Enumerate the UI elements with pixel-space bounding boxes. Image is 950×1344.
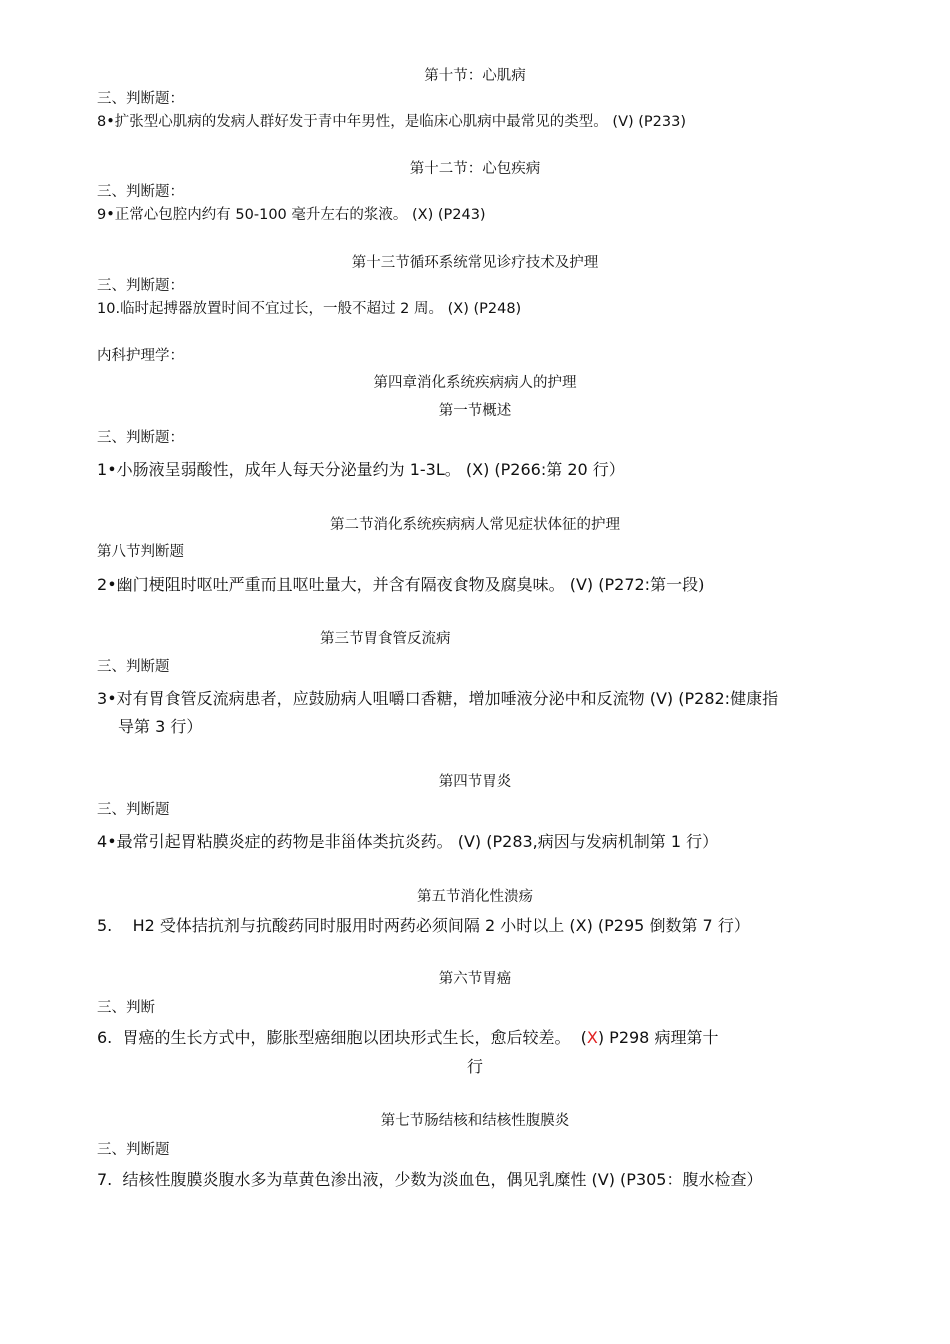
- question-number: 6.: [97, 1028, 123, 1047]
- question-text: •对有胃食管反流病患者，应鼓励病人咀嚼口香糖，增加唾液分泌中和反流物: [107, 689, 645, 708]
- answer-ref-num: 1: [665, 832, 687, 851]
- answer-ref: 第一段): [650, 575, 705, 594]
- question-number: 5. H2: [97, 916, 160, 935]
- question-text: •扩张型心肌病的发病人群好发于青中年男性，是临床心肌病中最常见的类型。: [106, 114, 608, 130]
- answer: (V) (P283,: [452, 832, 538, 851]
- question-3-continued: [118, 719, 202, 735]
- answer-ref: 倒数第: [649, 916, 698, 935]
- answer: (X) (P243): [407, 207, 486, 223]
- question-type-label: 三、判断题: [97, 1142, 170, 1158]
- question-type-label: 三、判断题: [97, 802, 170, 818]
- section-title-2: 第二节消化系统疾病病人常见症状体征的护理: [330, 517, 620, 533]
- section-title-13: 第十三节循环系统常见诊疗技术及护理: [351, 255, 599, 271]
- answer-ref: 健康指: [730, 689, 779, 708]
- question-text: 结核性腹膜炎腹水多为草黄色渗出液，少数为淡血色，偶见乳糜性: [122, 1170, 587, 1189]
- answer-ref-end: 行）: [686, 832, 719, 851]
- answer-ref-cont: 导第: [118, 717, 151, 736]
- question-text: •幽门梗阻时呕吐严重而且呕吐量大，并含有隔夜食物及腐臭味。: [107, 575, 565, 594]
- answer-ref: ：腹水检查）: [666, 1170, 763, 1189]
- answer-mark: X: [586, 1028, 598, 1047]
- answer-ref-end: 行）: [592, 460, 625, 479]
- section-title-10: 第十节：心肌病: [424, 68, 526, 84]
- question-type-label: 三、判断题：: [97, 278, 184, 294]
- section-title-4: 第四节胃炎: [438, 774, 512, 790]
- question-type-label: 三、判断题：: [97, 184, 184, 200]
- answer: (V) (P233): [607, 114, 686, 130]
- section-title-6: 第六节胃癌: [438, 971, 512, 987]
- question-text: 临时起搏器放置时间不宜过长，一般不超过: [120, 301, 396, 317]
- question-text-cont: 毫升左右的浆液。: [291, 207, 408, 223]
- question-number: 7.: [97, 1170, 123, 1189]
- question-number: 10.: [97, 301, 121, 317]
- answer: (X) (P266:: [460, 460, 547, 479]
- question-1: [97, 462, 625, 478]
- answer-ref: 病理第十: [654, 1028, 719, 1047]
- question-6: [97, 1030, 718, 1046]
- answer-ref-end: 行）: [170, 717, 203, 736]
- question-number: 9: [97, 207, 107, 223]
- question-text-cont: 小时以上: [500, 916, 565, 935]
- question-number-inline: 1-3L: [404, 460, 445, 479]
- question-7: [97, 1172, 763, 1188]
- answer: ) P298: [597, 1028, 655, 1047]
- answer-ref-end: 行）: [717, 916, 750, 935]
- question-type-label: 三、判断题：: [97, 430, 184, 446]
- question-text: •最常引起胃粘膜炎症的药物是非甾体类抗炎药。: [107, 832, 453, 851]
- answer-ref-num: 3: [150, 717, 171, 736]
- question-text: •小肠液呈弱酸性，成年人每天分泌量约为: [107, 460, 405, 479]
- question-4: [97, 834, 718, 850]
- question-number: 1: [97, 460, 108, 479]
- section-title-1: 第一节概述: [438, 403, 512, 419]
- answer-ref: 病因与发病机制第: [537, 832, 666, 851]
- question-text: •正常心包腔内约有: [106, 207, 231, 223]
- section-title-3: 第三节胃食管反流病: [320, 631, 451, 647]
- answer-open: (: [570, 1028, 587, 1047]
- section-title-7: 第七节肠结核和结核性腹膜炎: [380, 1113, 570, 1129]
- chapter-title-4: 第四章消化系统疾病病人的护理: [373, 375, 577, 391]
- question-6-continued: 行: [466, 1057, 483, 1076]
- question-9: [97, 208, 486, 223]
- answer: (V) (P305: [586, 1170, 667, 1189]
- question-number-inline: 2: [479, 916, 501, 935]
- answer: (X) (P295: [564, 916, 650, 935]
- subject-heading: 内科护理学：: [97, 348, 184, 364]
- question-type-label: 三、判断题：: [97, 91, 184, 107]
- answer-ref: 第: [546, 460, 563, 479]
- question-text: 胃癌的生长方式中，膨胀型癌细胞以团块形式生长，愈后较差。: [122, 1028, 571, 1047]
- question-number: 2: [97, 575, 108, 594]
- question-5: [97, 918, 750, 934]
- question-number-inline: 50-100: [230, 207, 292, 223]
- answer: (V) (P282:: [644, 689, 731, 708]
- answer: (X) (P248): [443, 301, 522, 317]
- section-title-5: 第五节消化性溃疡: [417, 889, 533, 905]
- question-type-label: 三、判断题: [97, 659, 170, 675]
- question-number: 3: [97, 689, 108, 708]
- question-number-inline: 2: [395, 301, 415, 317]
- question-8: [97, 115, 686, 130]
- section-title-12: 第十二节：心包疾病: [409, 161, 541, 177]
- question-type-label: 第八节判断题: [97, 544, 184, 560]
- question-number: 8: [97, 114, 107, 130]
- question-2: [97, 577, 704, 593]
- question-3: [97, 691, 778, 707]
- question-text-cont: 。: [444, 460, 461, 479]
- question-type-label: 三、判断: [97, 1000, 155, 1016]
- question-number: 4: [97, 832, 108, 851]
- answer: (V) (P272:: [564, 575, 651, 594]
- answer-ref-num: 20: [562, 460, 593, 479]
- answer-ref-num: 7: [697, 916, 718, 935]
- question-10: [97, 302, 521, 317]
- question-text-cont: 周。: [414, 301, 444, 317]
- question-text: 受体拮抗剂与抗酸药同时服用时两药必须间隔: [159, 916, 480, 935]
